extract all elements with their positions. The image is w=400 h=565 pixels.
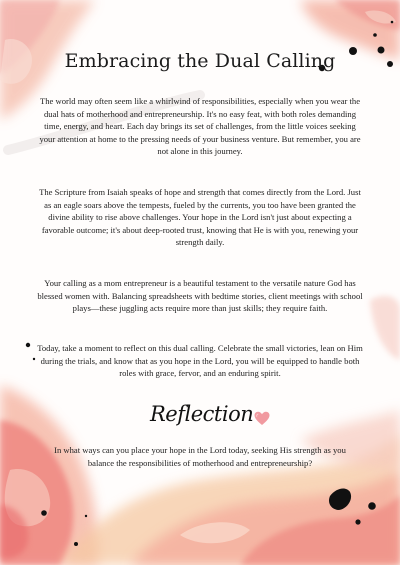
heart-icon: [254, 411, 270, 426]
page-title: Embracing the Dual Calling: [64, 50, 336, 72]
paragraph-1: The world may often seem like a whirlwind of responsibilities, especially when you wear the dual hats of motherhood and entrepreneurship. It's no easy feat, with both roles demanding time, energy, and heart. Each day brings its set of challenges, from the little voices seeking your attention at home to the pressing needs of your business venture. But remember, you are not alone in this journey.: [39, 96, 361, 157]
paragraph-4: Today, take a moment to reflect on this dual calling. Celebrate the small victories, lean on Him during the trials, and know that as you hope in the Lord, you will be equipped to handle both roles with grace, fervor, and an enduring spirit.: [37, 343, 363, 379]
reflection-prompt: In what ways can you place your hope in the Lord today, seeking His strength as you balance the responsibilities of motherhood and entrepreneurship?: [54, 445, 346, 468]
reflection-heading: Reflection: [150, 402, 254, 426]
paragraph-2: The Scripture from Isaiah speaks of hope and strength that comes directly from the Lord. Just as an eagle soars above the tempests, fueled by the currents, you too have been granted the divine ability to rise above challenges. Your hope in the Lord isn't just about expecting a favorable outcome; it's about deep-rooted trust, knowing that He is with you, renewing your strength daily.: [39, 187, 361, 248]
paragraph-3: Your calling as a mom entrepreneur is a beautiful testament to the versatile nature God has blessed women with. Balancing spreadsheets with bedtime stories, client meetings with school plays—these juggling acts require more than just skills; they require faith.: [37, 278, 363, 314]
